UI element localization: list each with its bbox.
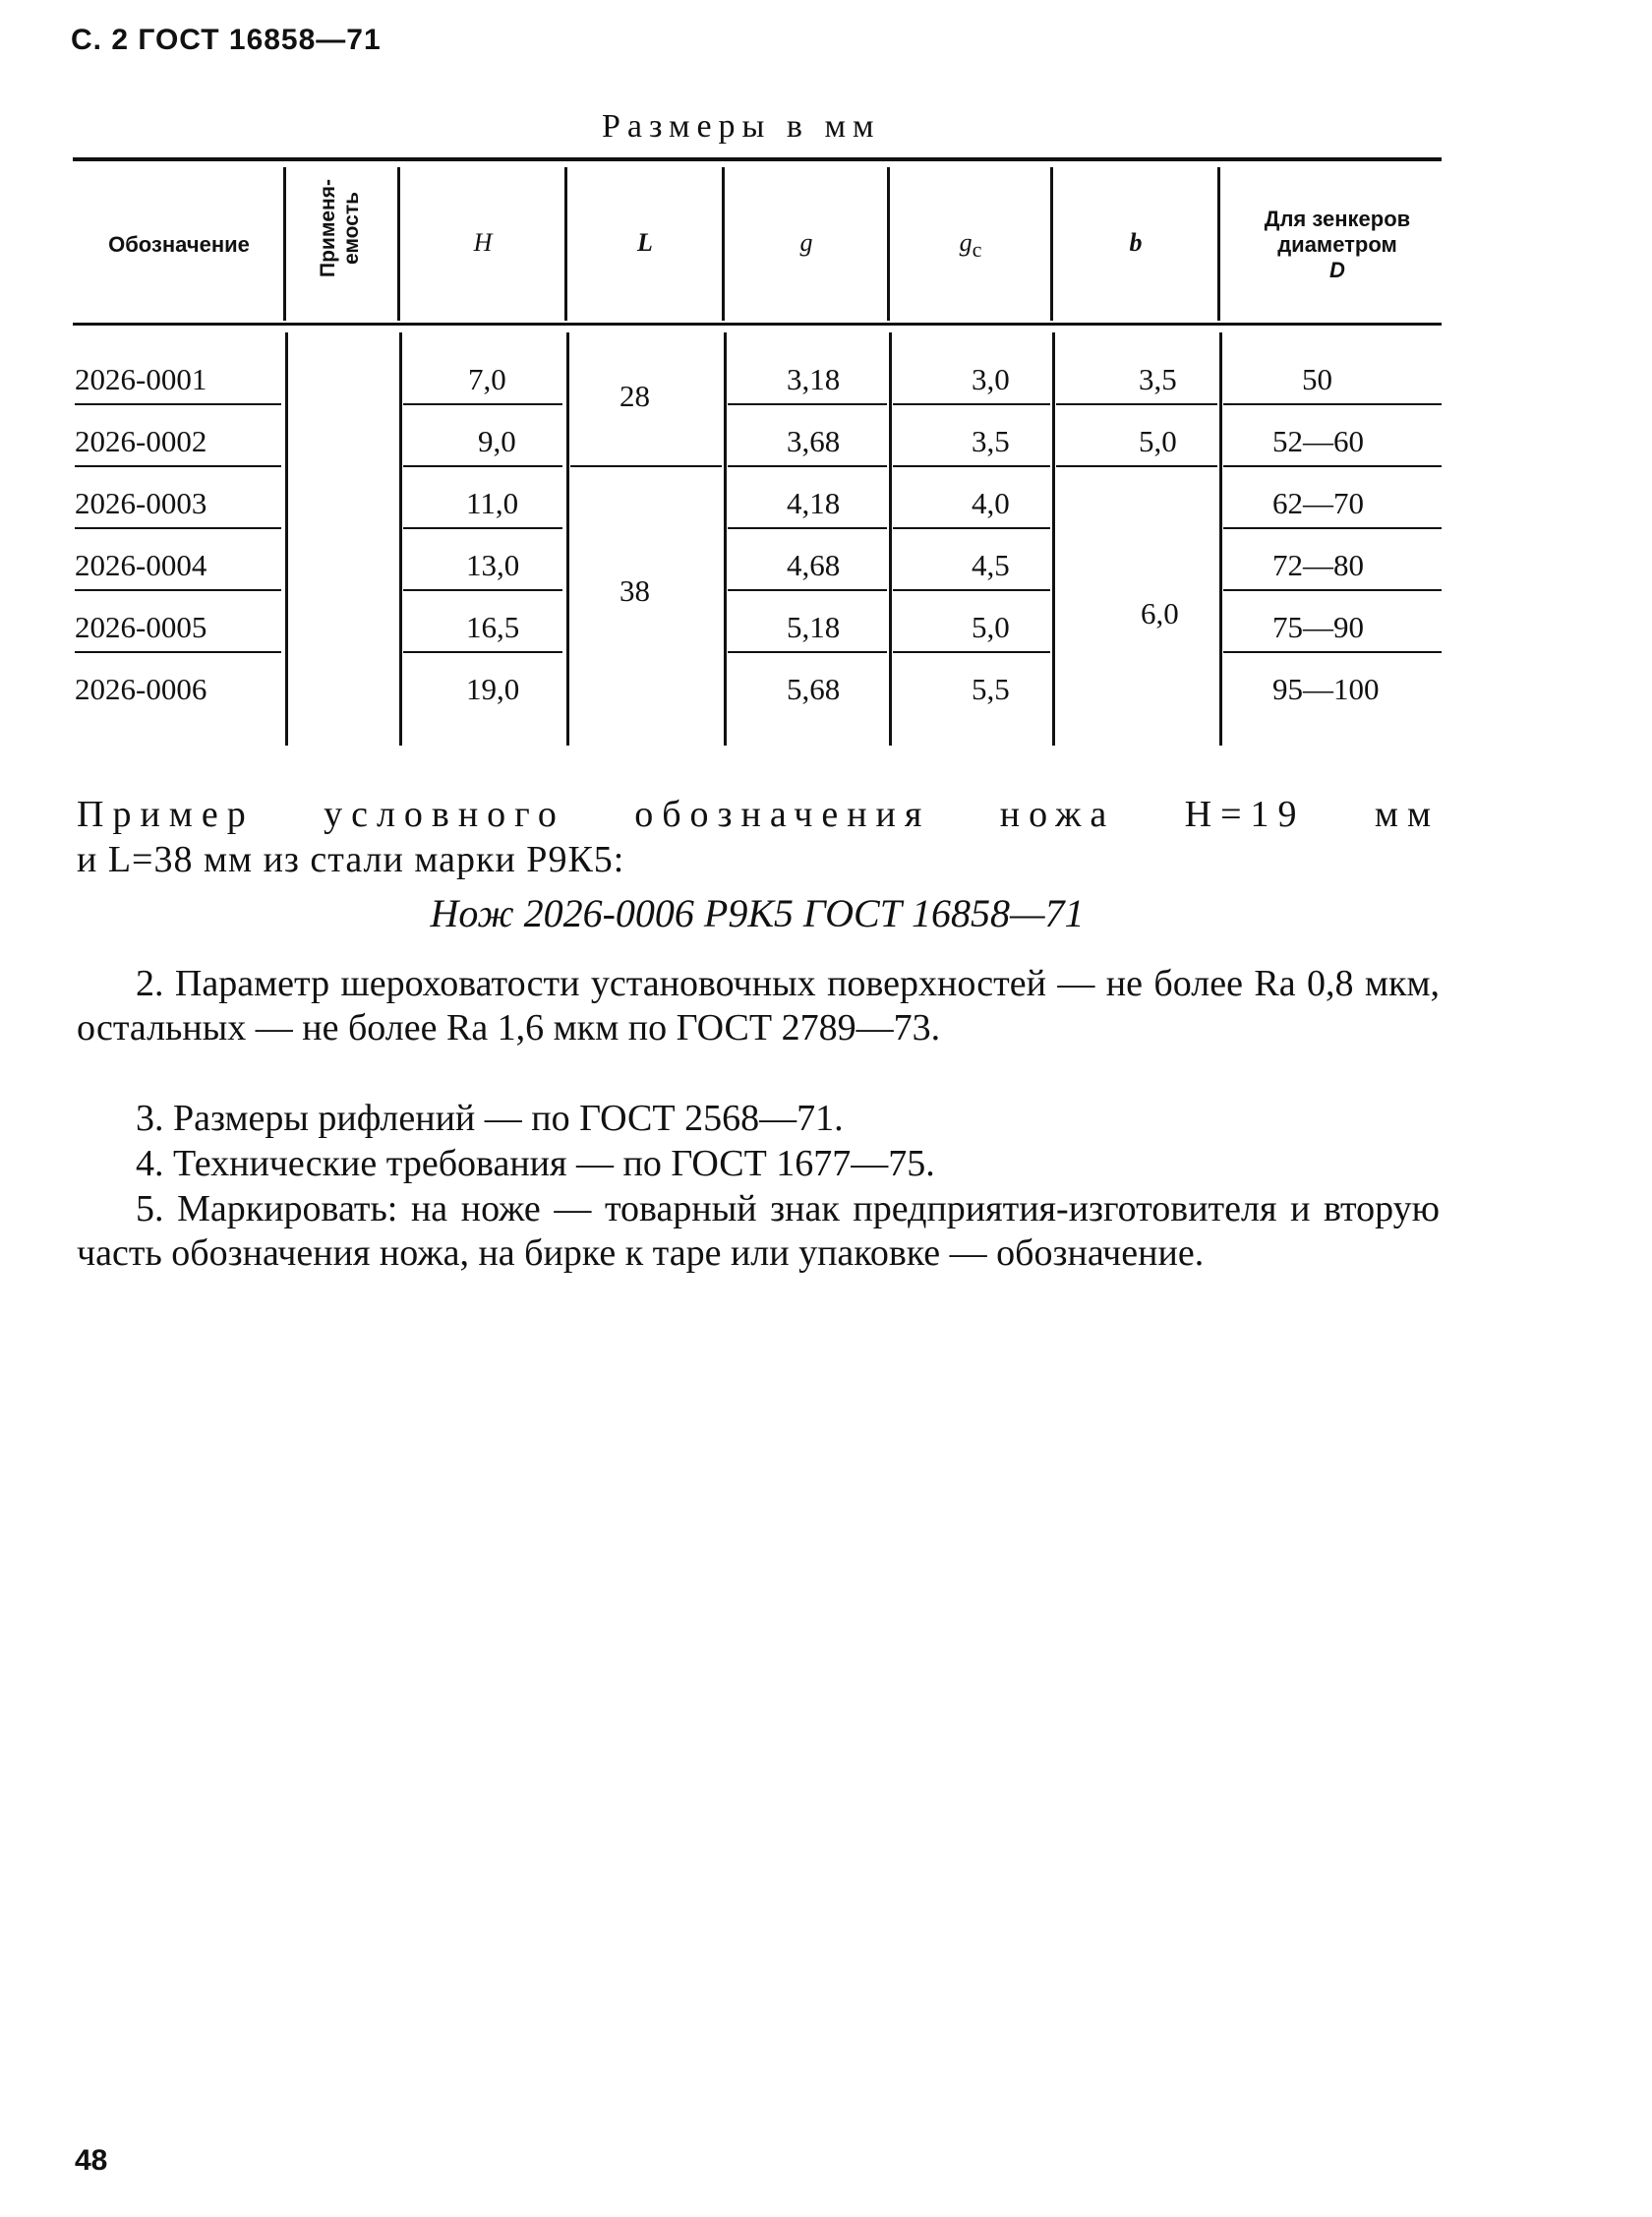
table-cell-h: 7,0 bbox=[468, 362, 506, 396]
table-cell-gc: 5,0 bbox=[972, 610, 1010, 644]
table-cell-designation: 2026-0005 bbox=[75, 610, 207, 644]
example-designation: Нож 2026-0006 Р9К5 ГОСТ 16858—71 bbox=[430, 891, 1085, 935]
table-cell-gc: 3,0 bbox=[972, 362, 1010, 396]
table-cell-designation: 2026-0004 bbox=[75, 548, 207, 582]
col-header-applicability: Применя- емость bbox=[317, 179, 363, 277]
table-cell-g: 3,18 bbox=[787, 362, 841, 396]
col-header-designation: Обозначение bbox=[108, 232, 250, 257]
col-divider bbox=[1219, 332, 1222, 746]
table-cell-g: 3,68 bbox=[787, 424, 841, 458]
table-cell-l-group: 28 bbox=[620, 379, 650, 413]
table-cell-g: 5,68 bbox=[787, 672, 841, 706]
table-cell-gc: 4,5 bbox=[972, 548, 1010, 582]
page-header: С. 2 ГОСТ 16858—71 bbox=[71, 24, 382, 56]
col-divider bbox=[285, 332, 288, 746]
table-top-rule bbox=[73, 157, 1442, 161]
col-divider bbox=[724, 332, 727, 746]
table-cell-g: 5,18 bbox=[787, 610, 841, 644]
col-divider bbox=[889, 332, 892, 746]
table-cell-h: 11,0 bbox=[466, 486, 519, 520]
item-2: 2. Параметр шероховатости установочных поверхностей — не более Ra 0,8 мкм, остальных — не более Ra 1,6 мкм по ГОСТ 2789—73. bbox=[77, 963, 1440, 1049]
table-cell-b-group: 3,5 bbox=[1139, 362, 1177, 396]
table-cell-designation: 2026-0002 bbox=[75, 424, 207, 458]
item-4: 4. Технические требования — по ГОСТ 1677—75. bbox=[136, 1143, 935, 1184]
col-divider bbox=[1052, 332, 1055, 746]
col-header-gc: $g_с$ bbox=[959, 228, 982, 263]
item-3: 3. Размеры рифлений — по ГОСТ 2568—71. bbox=[136, 1098, 844, 1139]
example-line-2: и L=38 мм из стали марки Р9К5: bbox=[77, 839, 625, 880]
col-header-l: L bbox=[637, 228, 653, 257]
table-cell-gc: 5,5 bbox=[972, 672, 1010, 706]
col-header-diameter: Для зенкеров диаметром D bbox=[1264, 207, 1411, 282]
table-cell-d: 75—90 bbox=[1272, 610, 1364, 644]
table-cell-designation: 2026-0006 bbox=[75, 672, 207, 706]
table-cell-h: 13,0 bbox=[466, 548, 520, 582]
table-header-rule bbox=[73, 323, 1442, 326]
table-cell-d: 52—60 bbox=[1272, 424, 1364, 458]
table-cell-gc: 3,5 bbox=[972, 424, 1010, 458]
table-cell-designation: 2026-0001 bbox=[75, 362, 207, 396]
table-cell-gc: 4,0 bbox=[972, 486, 1010, 520]
table-cell-d: 62—70 bbox=[1272, 486, 1364, 520]
table-cell-h: 9,0 bbox=[478, 424, 516, 458]
col-header-b: b bbox=[1129, 228, 1143, 257]
col-divider bbox=[399, 332, 402, 746]
example-line-1: Пример условного обозначения ножа H=19 мм bbox=[77, 794, 1440, 835]
table-cell-b-group: 5,0 bbox=[1139, 424, 1177, 458]
table-cell-g: 4,18 bbox=[787, 486, 841, 520]
table-cell-h: 16,5 bbox=[466, 610, 520, 644]
table-cell-designation: 2026-0003 bbox=[75, 486, 207, 520]
table-caption: Размеры в мм bbox=[602, 108, 881, 145]
table-cell-d: 95—100 bbox=[1272, 672, 1380, 706]
table-cell-b-group: 6,0 bbox=[1141, 596, 1179, 630]
table-cell-d: 50 bbox=[1302, 362, 1332, 396]
table-cell-g: 4,68 bbox=[787, 548, 841, 582]
page-number: 48 bbox=[75, 2144, 108, 2177]
col-header-g: g bbox=[799, 228, 813, 257]
item-5: 5. Маркировать: на ноже — товарный знак предприятия-изготовителя и вторую часть обозначения ножа, на бирке к таре или упаковке — обозначение. bbox=[77, 1188, 1440, 1274]
table-cell-h: 19,0 bbox=[466, 672, 520, 706]
col-header-h: H bbox=[473, 228, 493, 257]
col-divider bbox=[566, 332, 569, 746]
table-cell-d: 72—80 bbox=[1272, 548, 1364, 582]
table-cell-l-group: 38 bbox=[620, 573, 650, 608]
